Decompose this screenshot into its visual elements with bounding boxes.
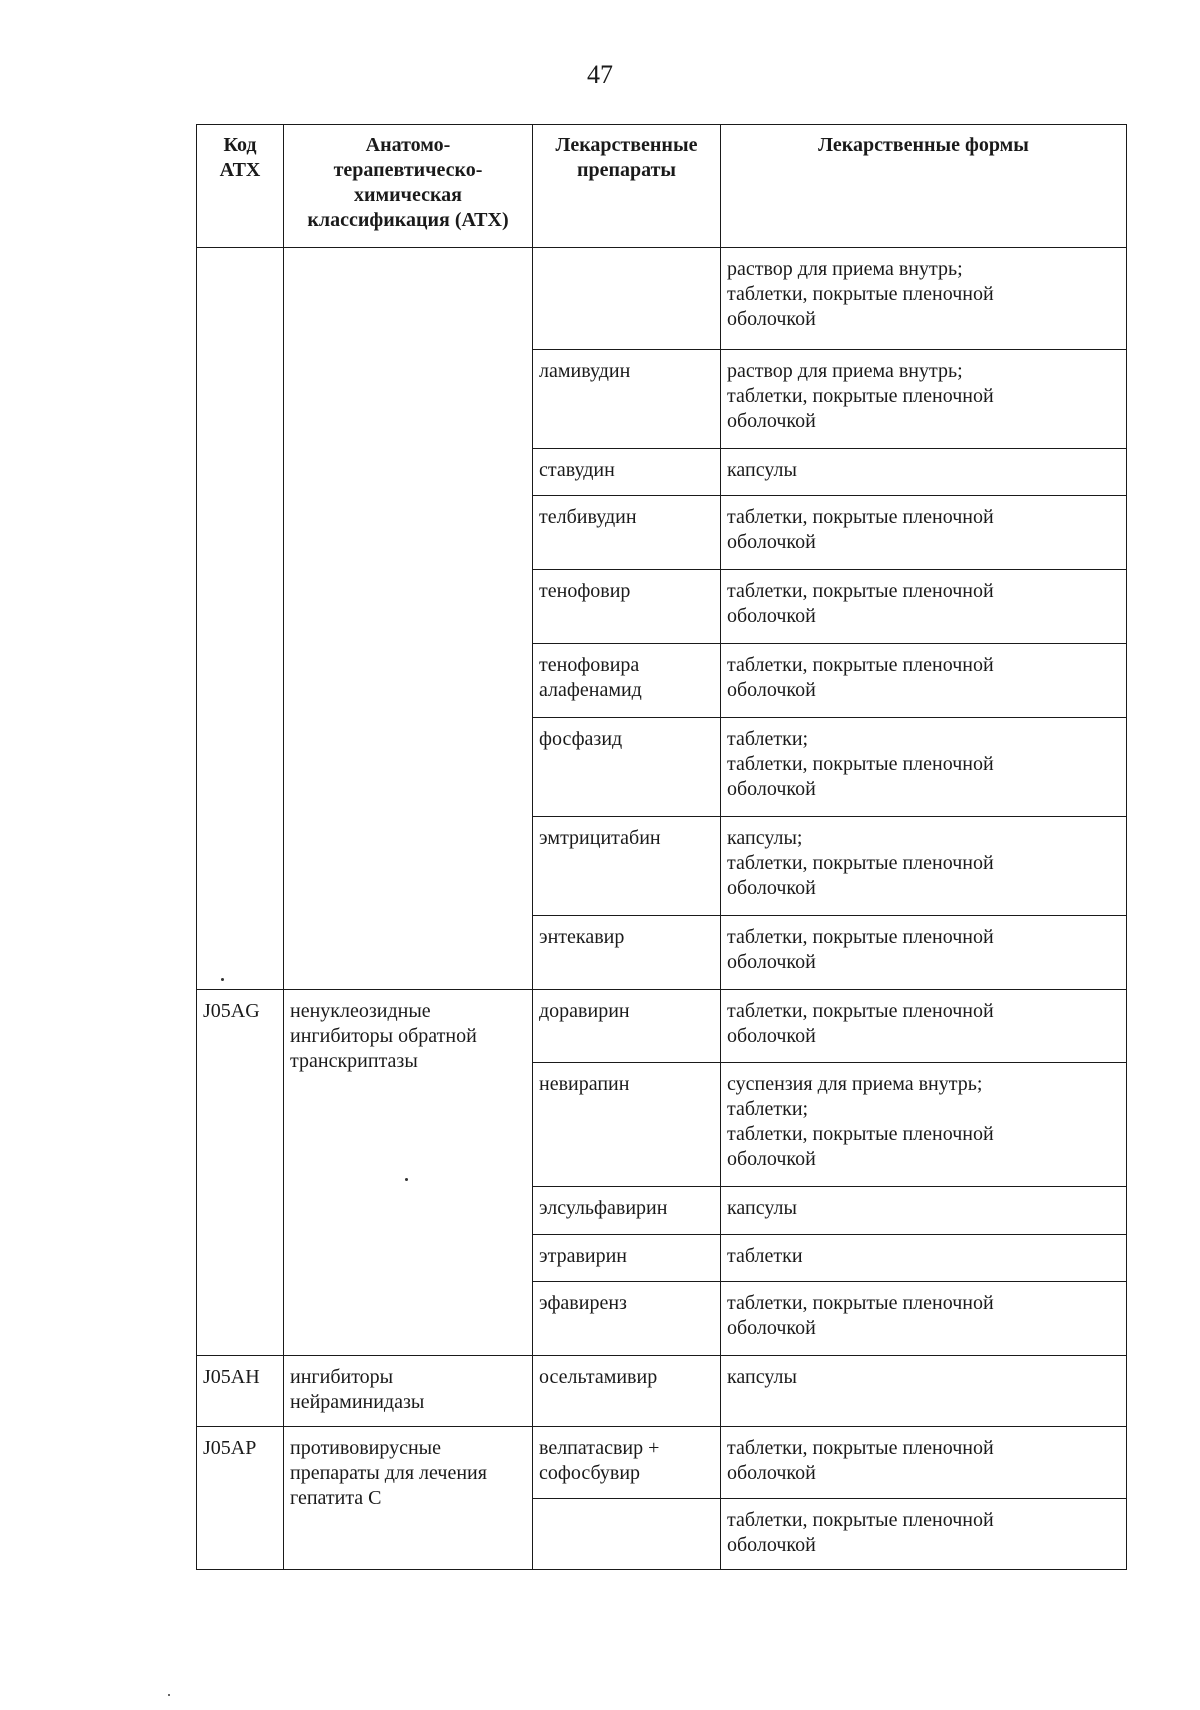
header-classification: Анатомо- терапевтическо- химическая классификация (АТХ) (284, 125, 533, 248)
header-drugs: Лекарственные препараты (533, 125, 721, 248)
table-row (197, 990, 1127, 1063)
forms-cell: капсулы (721, 1187, 1127, 1235)
drug-cell: невирапин (533, 1063, 721, 1187)
forms-cell: таблетки, покрытые пленочной оболочкой (721, 1282, 1127, 1356)
atx-drug-table (196, 124, 1127, 1570)
scan-speck (221, 978, 224, 981)
forms-cell: таблетки, покрытые пленочной оболочкой (721, 570, 1127, 644)
forms-cell: таблетки (721, 1235, 1127, 1282)
drug-cell: телбивудин (533, 496, 721, 570)
header-forms: Лекарственные формы (721, 125, 1127, 248)
drug-cell: этравирин (533, 1235, 721, 1282)
atx-code-cell: J05AH (197, 1356, 284, 1427)
code-cell-continued (197, 248, 284, 990)
table-header-row (197, 125, 1127, 248)
scan-speck (168, 1694, 170, 1696)
drug-cell: доравирин (533, 990, 721, 1063)
drug-cell-empty (533, 1499, 721, 1570)
drug-cell: фосфазид (533, 718, 721, 817)
forms-cell: таблетки, покрытые пленочной оболочкой (721, 990, 1127, 1063)
drug-cell: энтекавир (533, 916, 721, 990)
forms-cell: таблетки, покрытые пленочной оболочкой (721, 916, 1127, 990)
forms-cell: таблетки; таблетки, покрытые пленочной оболочкой (721, 718, 1127, 817)
forms-cell: таблетки, покрытые пленочной оболочкой (721, 496, 1127, 570)
table-row (197, 1427, 1127, 1499)
class-cell-continued (284, 248, 533, 990)
drug-cell: тенофовир (533, 570, 721, 644)
forms-cell: капсулы (721, 1356, 1127, 1427)
atx-class-cell: ингибиторы нейраминидазы (284, 1356, 533, 1427)
drug-cell-continued (533, 248, 721, 350)
drug-cell: тенофовира алафенамид (533, 644, 721, 718)
scan-speck (405, 1178, 408, 1181)
page-number: 47 (587, 60, 613, 89)
table-row (197, 248, 1127, 350)
forms-cell: раствор для приема внутрь; таблетки, покрытые пленочной оболочкой (721, 248, 1127, 350)
drug-cell: велпатасвир + софосбувир (533, 1427, 721, 1499)
forms-cell: суспензия для приема внутрь; таблетки; таблетки, покрытые пленочной оболочкой (721, 1063, 1127, 1187)
forms-cell: таблетки, покрытые пленочной оболочкой (721, 1427, 1127, 1499)
atx-code-cell: J05AG (197, 990, 284, 1356)
atx-class-cell: противовирусные препараты для лечения гепатита С (284, 1427, 533, 1570)
forms-cell: раствор для приема внутрь; таблетки, покрытые пленочной оболочкой (721, 350, 1127, 449)
atx-code-cell: J05AP (197, 1427, 284, 1570)
drug-cell: ставудин (533, 449, 721, 496)
forms-cell: таблетки, покрытые пленочной оболочкой (721, 1499, 1127, 1570)
atx-class-cell: ненуклеозидные ингибиторы обратной транскриптазы (284, 990, 533, 1356)
drug-cell: элсульфавирин (533, 1187, 721, 1235)
forms-cell: капсулы (721, 449, 1127, 496)
table-row (197, 1356, 1127, 1427)
drug-cell: осельтамивир (533, 1356, 721, 1427)
drug-cell: ламивудин (533, 350, 721, 449)
forms-cell: таблетки, покрытые пленочной оболочкой (721, 644, 1127, 718)
atx-table-wrapper (196, 124, 1127, 1570)
drug-cell: эфавиренз (533, 1282, 721, 1356)
forms-cell: капсулы; таблетки, покрытые пленочной оболочкой (721, 817, 1127, 916)
header-code: Код ATX (197, 125, 284, 248)
drug-cell: эмтрицитабин (533, 817, 721, 916)
